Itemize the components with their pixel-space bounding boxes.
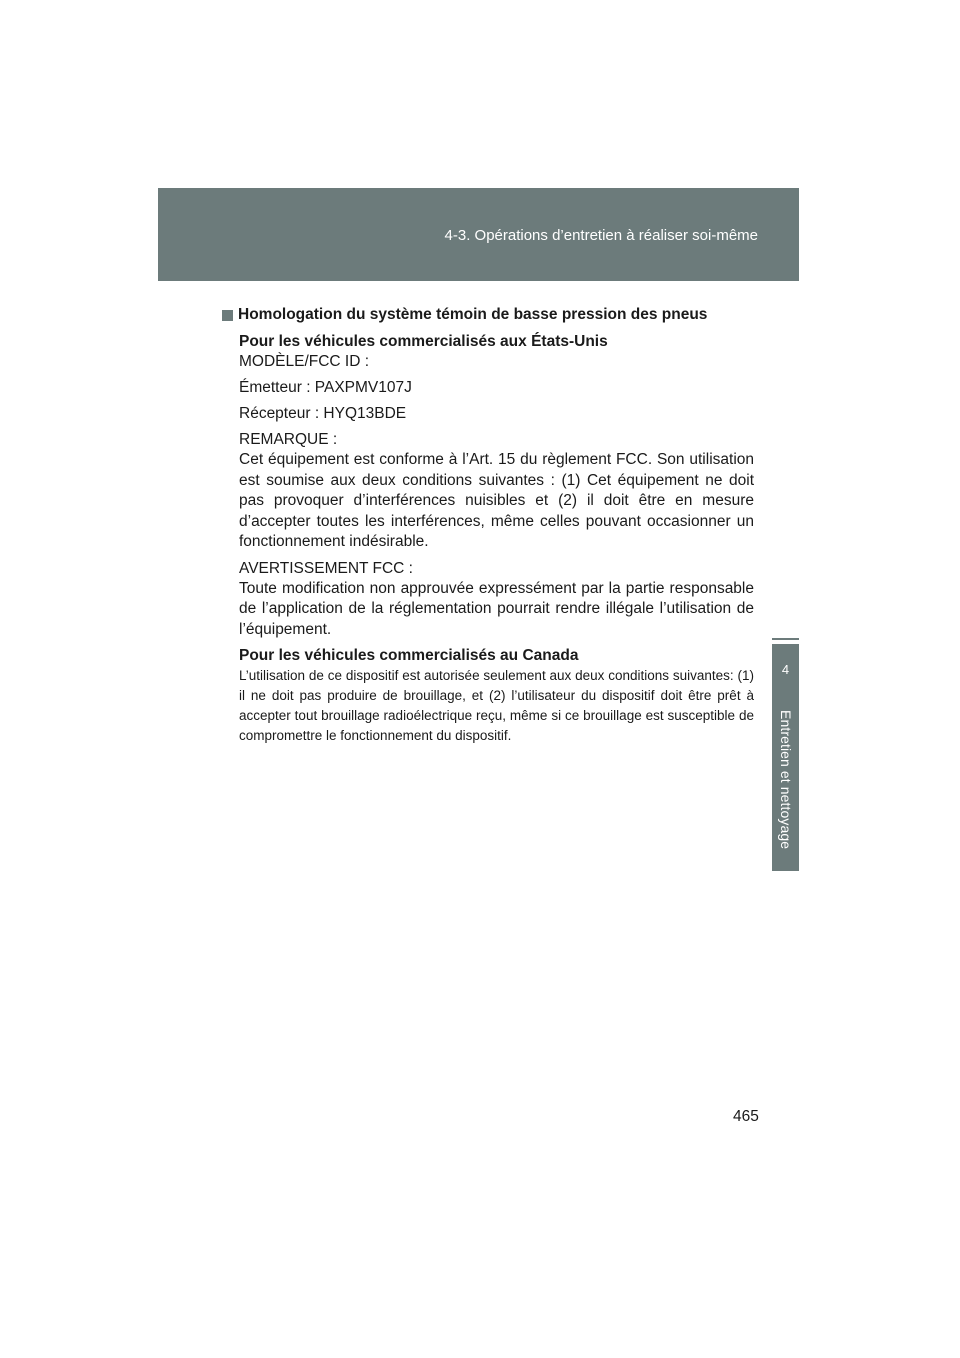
chapter-number: 4 bbox=[781, 662, 790, 677]
model-fcc-id: MODÈLE/FCC ID : bbox=[239, 353, 370, 370]
square-bullet-icon bbox=[222, 310, 233, 321]
transmitter-id: Émetteur : PAXPMV107J bbox=[239, 379, 412, 396]
page-number: 465 bbox=[733, 1108, 759, 1125]
page-content bbox=[222, 306, 754, 746]
side-tab-divider bbox=[772, 638, 799, 640]
chapter-side-tab bbox=[772, 644, 799, 871]
us-block bbox=[239, 332, 754, 640]
canada-title: Pour les véhicules commercialisés au Canada bbox=[239, 647, 579, 664]
section-title: 4-3. Opérations d’entretien à réaliser soi-même bbox=[444, 227, 758, 244]
section-header-band bbox=[158, 188, 799, 281]
warning-text: Toute modification non approuvée expressément par la partie responsable de l’application de la réglementation pourrait rendre illégale l’utilisation de l’équipement. bbox=[239, 579, 754, 638]
us-title: Pour les véhicules commercialisés aux États-Unis bbox=[239, 333, 608, 350]
canada-block bbox=[239, 646, 754, 746]
receiver-id: Récepteur : HYQ13BDE bbox=[239, 405, 407, 422]
chapter-label: Entretien et nettoyage bbox=[778, 710, 794, 850]
note-label: REMARQUE : bbox=[239, 431, 338, 448]
warning-label: AVERTISSEMENT FCC : bbox=[239, 559, 413, 577]
canada-text: L’utilisation de ce dispositif est autorisée seulement aux deux conditions suivantes: (1) il ne doit pas produire de brouillage, et (2) l’utilisateur du dispositif doit être prêt à accepter tout brouillage radioélectrique reçu, même si ce brouillage est susceptible de compromettre le fonctionnement du dispositif. bbox=[239, 668, 754, 743]
section-heading bbox=[222, 306, 754, 324]
section-heading-text: Homologation du système témoin de basse pression des pneus bbox=[238, 306, 708, 323]
note-text: Cet équipement est conforme à l’Art. 15 du règlement FCC. Son utilisation est soumise aux deux conditions suivantes : (1) Cet équipement ne doit pas provoquer d’interférences nuisibles et (2) il doit être en mesure d’accepter toutes les interférences, même celles pouvant occasionner un fonctionnement indésirable. bbox=[239, 451, 754, 550]
